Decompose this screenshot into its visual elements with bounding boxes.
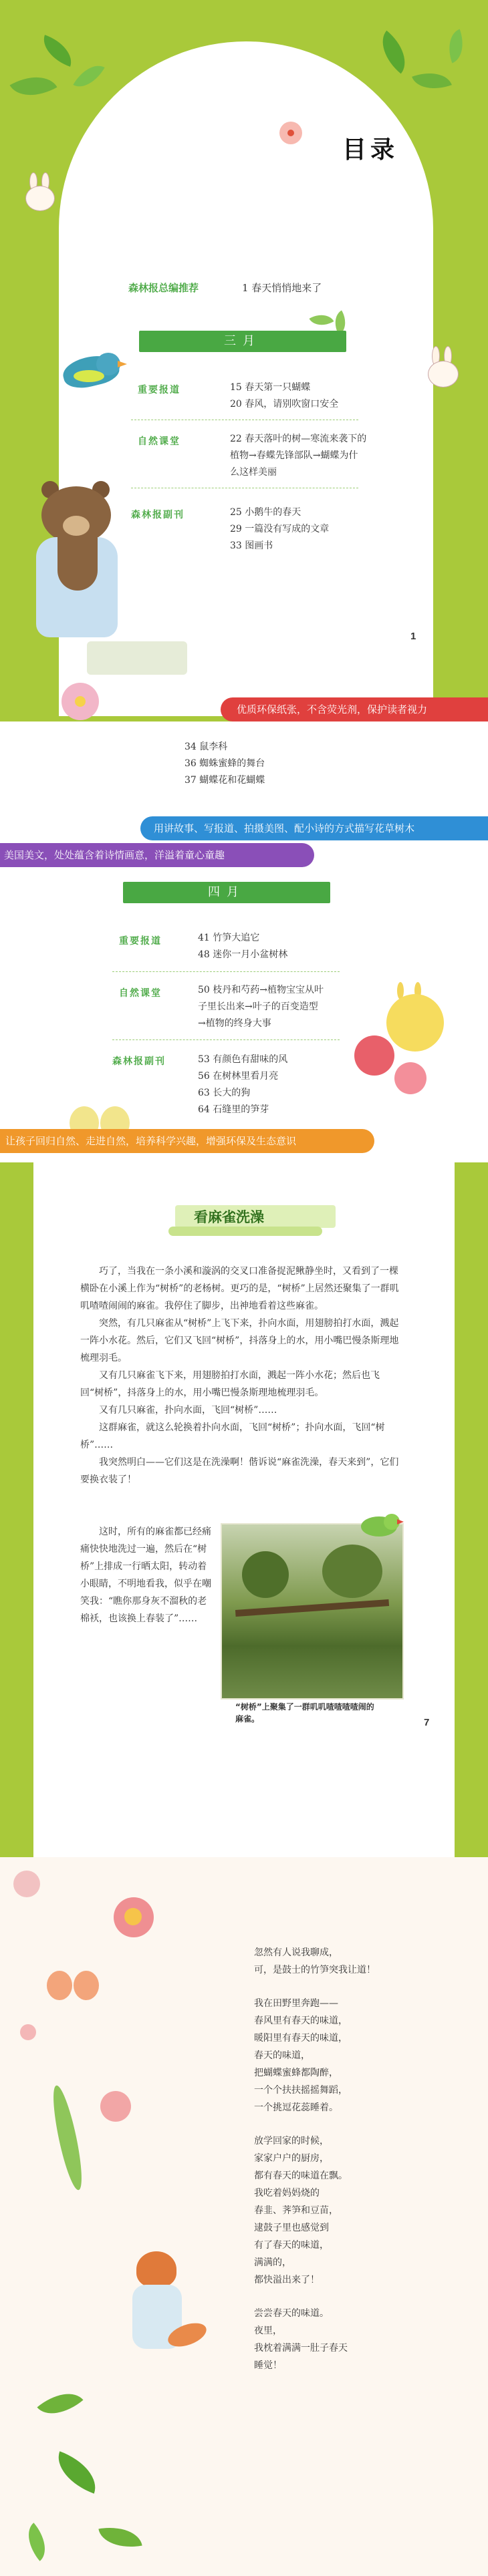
poem-line: 我在田野里奔跑—— bbox=[254, 1998, 338, 2009]
section-label: 森林报副刊 bbox=[112, 1056, 166, 1067]
toc-entry[interactable]: 36 蜘蛛蜜蜂的舞台 bbox=[185, 758, 265, 769]
bunny-illustration bbox=[24, 172, 56, 211]
section-entries bbox=[198, 930, 287, 963]
poem-line: 春韭、荠笋和豆苗， bbox=[254, 2205, 338, 2216]
article-paragraph: 又有几只麻雀，扑向水面，飞回“树桥”…… bbox=[99, 1405, 277, 1416]
toc-entry: →植物的终身大事 bbox=[198, 1018, 271, 1029]
poem-line: 一个挑逗花蕊睡着。 bbox=[254, 2102, 338, 2113]
toc-entry[interactable]: 15 春天第一只蝴蝶 bbox=[230, 382, 311, 393]
poem-line: 都快溢出来了！ bbox=[254, 2275, 320, 2285]
page-number: 1 bbox=[410, 631, 416, 642]
flower-decoration bbox=[20, 2024, 36, 2040]
bird-illustration bbox=[357, 1511, 404, 1541]
poem-line: 春风里有春天的味道， bbox=[254, 2016, 348, 2026]
flower-center bbox=[287, 130, 294, 136]
flower-decoration bbox=[13, 1871, 40, 1897]
leaf-decoration bbox=[98, 2522, 142, 2553]
poem-line: 暖阳里有春天的味道， bbox=[254, 2033, 348, 2044]
poem-line: 逮鼓子里也感觉到 bbox=[254, 2223, 329, 2233]
poem-line: 放学回家的时候， bbox=[254, 2136, 329, 2146]
leaf-decoration bbox=[18, 2523, 55, 2561]
section-entries bbox=[185, 739, 265, 789]
poem-text bbox=[254, 1944, 376, 2374]
toc-entry[interactable]: 20 春风，请别吹窗口安全 bbox=[230, 399, 339, 410]
poem-line: 家家户户的厨房， bbox=[254, 2153, 329, 2164]
toc-entry[interactable]: 64 石缝里的笋芽 bbox=[198, 1104, 269, 1115]
poem-line: 有了春天的味道， bbox=[254, 2240, 329, 2251]
section-entries bbox=[198, 1052, 287, 1118]
recommend-label: 森林报总编推荐 bbox=[128, 282, 199, 294]
banner-paper: 优质环保纸张，不含荧光剂，保护读者视力 bbox=[221, 697, 488, 721]
poem-line: 一个个扶扶摇摇舞蹈， bbox=[254, 2085, 348, 2096]
section-label: 森林报副刊 bbox=[131, 510, 185, 520]
flower-decoration bbox=[100, 2091, 131, 2122]
photo-caption: “树桥”上聚集了一群叽叽喳喳喳喳闹的麻雀。 bbox=[235, 1702, 374, 1724]
poem-line: 满满的， bbox=[254, 2257, 291, 2268]
flower-center bbox=[75, 696, 86, 707]
article-paragraph: 我突然明白——它们这是在洗澡啊！偕诉说“麻雀洗澡，春天来到”，它们要换衣装了！ bbox=[80, 1457, 399, 1485]
flower-decoration bbox=[394, 1062, 426, 1094]
page-number: 7 bbox=[424, 1717, 430, 1728]
bunny-illustration bbox=[425, 346, 460, 387]
toc-entry[interactable]: 63 长大的狗 bbox=[198, 1088, 251, 1098]
toc-entry[interactable]: 41 竹笋大追它 bbox=[198, 933, 260, 943]
bear-illustration bbox=[21, 481, 135, 648]
contents-title: 目录 bbox=[342, 136, 399, 164]
poem-line: 把蝴蝶蜜蜂都陶醉， bbox=[254, 2068, 338, 2078]
section-label: 重要报道 bbox=[119, 936, 162, 947]
leaf-decoration bbox=[37, 35, 78, 67]
month-april: 四月 bbox=[123, 882, 330, 903]
bird-illustration bbox=[55, 347, 128, 394]
peapod-illustration bbox=[48, 2084, 88, 2192]
section-label: 自然课堂 bbox=[138, 436, 180, 447]
poem-panel bbox=[0, 1857, 488, 2576]
poem-line: 春天的味道， bbox=[254, 2050, 310, 2061]
leaf-decoration bbox=[73, 58, 104, 94]
toc-entry[interactable]: 53 有颜色有甜味的风 bbox=[198, 1054, 288, 1065]
leaf-decoration bbox=[442, 29, 469, 63]
section-entries bbox=[230, 504, 329, 554]
article-paragraph: 巧了，当我在一条小溪和漩涡的交叉口准备捉泥鳅静坐时，又看到了一棵横卧在小溪上作为“树桥”的老杨树。更巧的是，“树桥”上居然还聚集了一群叽叽喳喳闹闹的麻雀。我停住了脚步，出神地看着这些麻雀。 bbox=[80, 1266, 399, 1311]
poem-line: 睡觉！ bbox=[254, 2360, 282, 2371]
leaf-decoration bbox=[412, 65, 452, 97]
leaf-decoration bbox=[50, 2451, 104, 2493]
toc-entry: 么这样美丽 bbox=[230, 467, 277, 478]
section-label: 重要报道 bbox=[138, 385, 180, 395]
toc-entry[interactable]: 29 一篇没有写成的文章 bbox=[230, 524, 330, 534]
banner-nature: 让孩子回归自然、走进自然，培养科学兴趣，增强环保及生态意识 bbox=[0, 1129, 374, 1153]
toc-entry[interactable]: 48 迷你一月小盆树林 bbox=[198, 949, 288, 960]
leaf-decoration bbox=[37, 2382, 83, 2426]
poem-line: 都有春天的味道在飘。 bbox=[254, 2170, 348, 2181]
month-march: 三月 bbox=[139, 331, 346, 352]
article-title: 看麻雀洗澡 bbox=[194, 1209, 264, 1225]
article-paragraph: 这时，所有的麻雀都已经痛痛快快地洗过一遍，然后在“树桥”上排成一行晒太阳，转动着小眼睛，不明地看我，似乎在嘲笑我：“瞧你那身灰不溜秋的老棉袄，也该换上春装了”…… bbox=[80, 1526, 211, 1624]
toc-entry: 子里长出来→叶子的百变造型 bbox=[198, 1001, 318, 1012]
poem-line: 我吃着妈妈烧的 bbox=[254, 2188, 320, 2199]
divider bbox=[112, 971, 340, 972]
poem-line: 夜里， bbox=[254, 2325, 282, 2336]
toc-entry[interactable]: 37 蝴蝶花和花蝴蝶 bbox=[185, 775, 265, 786]
article-paragraph: 这群麻雀，就这么轮换着扑向水面，飞回“树桥”；扑向水面，飞回“树桥”…… bbox=[80, 1422, 385, 1450]
section-label: 自然课堂 bbox=[119, 988, 162, 999]
section-entries bbox=[230, 379, 338, 413]
toc-entry[interactable]: 50 枝丹和芍药→植物宝宝从叶 bbox=[198, 985, 324, 995]
toc-entry[interactable]: 22 春天落叶的树—寒流来袭下的 bbox=[230, 434, 367, 444]
toc-entry: 植物→春蝶先锋部队→蝴蝶为什 bbox=[230, 450, 358, 461]
article-paragraph: 又有几只麻雀飞下来，用翅膀拍打水面，溅起一阵小水花；然后也飞回“树桥”，抖落身上的水，用小嘴巴慢条斯理地梳理羽毛。 bbox=[80, 1370, 380, 1398]
section-entries bbox=[198, 982, 324, 1032]
recommend-entry: 1 春天悄悄地来了 bbox=[242, 282, 322, 294]
contents-continued-panel bbox=[0, 721, 488, 1162]
poem-line: 尝尝春天的味道。 bbox=[254, 2308, 329, 2319]
flower-decoration bbox=[354, 1035, 394, 1076]
article-panel bbox=[0, 1162, 488, 1857]
toc-entry[interactable]: 25 小鹅牛的春天 bbox=[230, 507, 301, 518]
toc-entry[interactable]: 33 图画书 bbox=[230, 540, 273, 551]
article-photo bbox=[221, 1523, 404, 1700]
books-illustration bbox=[87, 641, 187, 675]
butterfly-illustration bbox=[47, 1971, 100, 2011]
toc-entry[interactable]: 34 鼠李科 bbox=[185, 742, 228, 752]
fox-illustration bbox=[118, 2251, 205, 2378]
leaf-decoration bbox=[10, 65, 57, 108]
flower-center bbox=[124, 1908, 142, 1925]
poem-line: 忽然有人说我聊成， bbox=[254, 1947, 338, 1958]
article-body bbox=[80, 1263, 401, 1488]
article-paragraph: 突然，有几只麻雀从“树桥”上飞下来，扑向水面，用翅膀拍打水面，溅起一阵小水花。然后，它们又飞回“树桥”，抖落身上的水，用小嘴巴慢条斯理地梳理羽毛。 bbox=[80, 1318, 399, 1363]
section-entries bbox=[230, 431, 366, 481]
toc-entry[interactable]: 56 在树林里看月亮 bbox=[198, 1071, 279, 1082]
article-body-narrow bbox=[80, 1523, 213, 1627]
divider bbox=[112, 1039, 340, 1040]
poem-line: 可，是鼓士的竹笋突我让道！ bbox=[254, 1965, 376, 1975]
title-underline bbox=[168, 1227, 322, 1236]
banner-poetry: 美国美文，处处蕴含着诗情画意，洋溢着童心童趣 bbox=[0, 843, 314, 867]
banner-methods: 用讲故事、写报道、拍摄美图、配小诗的方式描写花草树木 bbox=[140, 816, 488, 840]
poem-line: 我枕着满满一肚子春天 bbox=[254, 2343, 348, 2354]
leaf-decoration bbox=[371, 31, 416, 74]
contents-panel bbox=[0, 0, 488, 721]
